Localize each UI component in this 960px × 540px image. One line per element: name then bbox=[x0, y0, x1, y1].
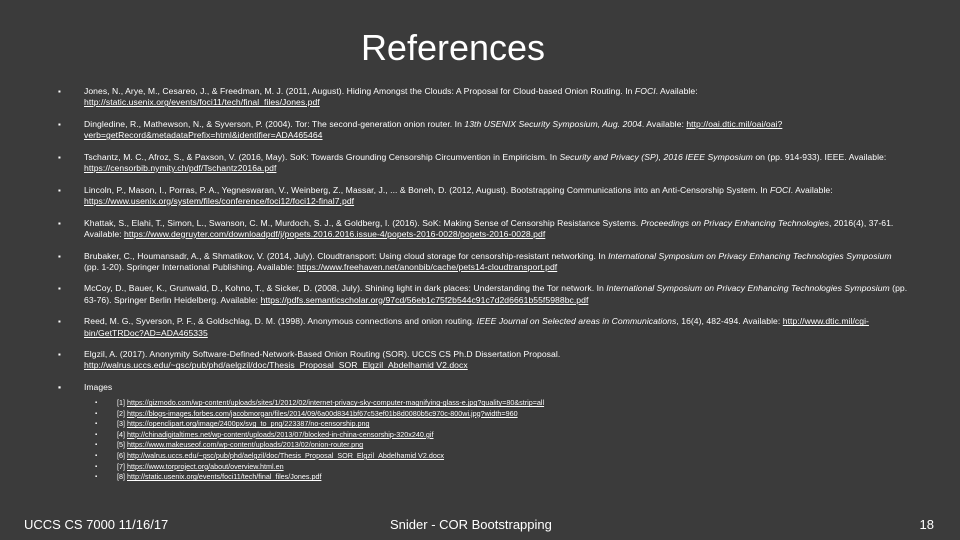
reference-text: Brubaker, C., Houmansadr, A., & Shmatikov, V. (2014, July). Cloudtransport: Using cloud storage for censorship-resistant networking. In bbox=[84, 250, 609, 261]
reference-link[interactable]: http://www.dtic.mil/cgi-bin/GetTRDoc?AD=ADA465335 bbox=[84, 316, 869, 338]
sub-bullet-icon: ▪ bbox=[95, 474, 98, 481]
reference-text-tail: . Available: bbox=[790, 184, 833, 195]
reference-text: Elgzil, A. (2017). Anonymity Software-Defined-Network-Based Onion Routing (SOR). UCCS CS Ph.D Dissertation Proposal. bbox=[84, 349, 561, 360]
reference-item bbox=[58, 152, 908, 174]
reference-link[interactable]: https://www.degruyter.com/downloadpdf/j/popets.2016.2016.issue-4/popets-2016-0028/popets-2016-0028.pdf bbox=[124, 228, 546, 239]
reference-venue: Security and Privacy (SP), 2016 IEEE Symposium bbox=[559, 151, 753, 162]
image-source-number: [3] bbox=[117, 419, 125, 429]
reference-text-tail: (pp. 1-20). Springer International Publishing. Available: bbox=[84, 261, 297, 272]
reference-text-tail: . Available: bbox=[641, 118, 687, 129]
sub-bullet-icon: ▪ bbox=[95, 452, 98, 459]
reference-item bbox=[58, 119, 908, 141]
reference-text: Reed, M. G., Syverson, P. F., & Goldschlag, D. M. (1998). Anonymous connections and onion routing. bbox=[84, 316, 477, 327]
bullet-icon: ▪ bbox=[58, 185, 61, 195]
image-source-item bbox=[95, 440, 895, 451]
reference-venue: International Symposium on Privacy Enhancing Technologies Symposium bbox=[606, 283, 890, 294]
sub-bullet-icon: ▪ bbox=[95, 463, 98, 470]
reference-item bbox=[58, 86, 908, 108]
bullet-icon: ▪ bbox=[58, 87, 61, 96]
sub-bullet-icon: ▪ bbox=[95, 442, 98, 449]
reference-text: Tschantz, M. C., Afroz, S., & Paxson, V. (2016, May). SoK: Towards Grounding Censorship Circumvention in Empiricism. In bbox=[84, 151, 560, 162]
bullet-icon: ▪ bbox=[58, 119, 61, 129]
reference-link[interactable]: https://censorbib.nymity.ch/pdf/Tschantz2016a.pdf bbox=[84, 163, 277, 174]
image-source-link[interactable]: http://chinadigitaltimes.net/wp-content/uploads/2013/07/blocked-in-china-censorship-320x240.gif bbox=[127, 429, 434, 439]
image-source-link[interactable]: https://www.torproject.org/about/overview.html.en bbox=[127, 461, 284, 471]
image-source-item bbox=[95, 430, 895, 441]
bullet-icon: ▪ bbox=[58, 350, 61, 360]
reference-link[interactable]: https://www.usenix.org/system/files/conference/foci12/foci12-final7.pdf bbox=[84, 195, 355, 206]
footer-course-date: UCCS CS 7000 11/16/17 bbox=[24, 517, 169, 532]
bullet-icon: ▪ bbox=[58, 284, 61, 294]
reference-item bbox=[58, 349, 908, 371]
bullet-icon: ▪ bbox=[58, 317, 61, 327]
image-source-item bbox=[95, 419, 895, 430]
image-source-number: [5] bbox=[117, 440, 125, 450]
image-source-link[interactable]: https://openclipart.org/image/2400px/svg_to_png/223387/no-censorship.png bbox=[127, 419, 370, 429]
image-source-item bbox=[95, 409, 895, 420]
bullet-icon: ▪ bbox=[58, 382, 62, 393]
reference-venue: International Symposium on Privacy Enhancing Technologies Symposium bbox=[608, 250, 892, 261]
reference-list bbox=[58, 86, 908, 399]
reference-item bbox=[58, 185, 908, 207]
image-source-number: [1] bbox=[117, 398, 125, 407]
reference-venue: FOCI bbox=[769, 184, 791, 195]
reference-venue: Proceedings on Privacy Enhancing Technologies bbox=[640, 217, 829, 228]
reference-link[interactable]: http://static.usenix.org/events/foci11/tech/final_files/Jones.pdf bbox=[84, 97, 320, 108]
images-heading-item bbox=[58, 382, 908, 393]
reference-text: Dingledine, R., Mathewson, N., & Syverson, P. (2004). Tor: The second-generation onion router. In bbox=[84, 118, 465, 129]
image-source-link[interactable]: https://www.makeuseof.com/wp-content/uploads/2013/02/onion-router.png bbox=[127, 440, 364, 450]
image-source-link[interactable]: https://gizmodo.com/wp-content/uploads/sites/1/2012/02/internet-privacy-sky-computer-magnifying-glass-e.jpg?quality=80&strip=all bbox=[127, 398, 545, 407]
reference-text: Jones, N., Arye, M., Cesareo, J., & Freedman, M. J. (2011, August). Hiding Amongst the Clouds: A Proposal for Cloud-based Onion Routing. In bbox=[84, 86, 635, 96]
reference-text-tail: . Available: bbox=[655, 86, 698, 96]
sub-bullet-icon: ▪ bbox=[95, 431, 98, 438]
reference-link[interactable]: http://oai.dtic.mil/oai/oai?verb=getRecord&metadataPrefix=html&identifier=ADA465464 bbox=[84, 118, 783, 141]
reference-venue: 13th USENIX Security Symposium, Aug. 2004 bbox=[464, 118, 642, 129]
reference-text-tail: on (pp. 914-933). IEEE. Available: bbox=[752, 151, 887, 162]
footer-presentation-title: Snider - COR Bootstrapping bbox=[390, 517, 552, 532]
image-source-number: [7] bbox=[117, 461, 125, 471]
image-source-link[interactable]: https://blogs-images.forbes.com/jacobmorgan/files/2014/09/6a00d8341bf67c53ef01b8d0080b5c970c-800wi.jpg?width=960 bbox=[127, 408, 518, 418]
reference-text: Lincoln, P., Mason, I., Porras, P. A., Yegneswaran, V., Weinberg, Z., Massar, J., ... & Boneh, D. (2012, August). Bootstrapping Communications into an Anti-Censorship System. In bbox=[84, 184, 770, 195]
image-source-link[interactable]: http://walrus.uccs.edu/~gsc/pub/phd/aelgzil/doc/Thesis_Proposal_SOR_Elgzil_Abdelhamid V2.docx bbox=[127, 450, 445, 460]
image-source-list bbox=[95, 398, 895, 483]
sub-bullet-icon: ▪ bbox=[95, 421, 98, 428]
image-source-item bbox=[95, 398, 895, 409]
slide-number: 18 bbox=[919, 517, 934, 532]
image-source-number: [6] bbox=[117, 450, 125, 460]
bullet-icon: ▪ bbox=[58, 152, 61, 162]
sub-bullet-icon: ▪ bbox=[95, 410, 98, 417]
reference-text: Khattak, S., Elahi, T., Simon, L., Swanson, C. M., Murdoch, S. J., & Goldberg, I. (2016). SoK: Making Sense of Censorship Resistance Systems. bbox=[84, 217, 641, 228]
reference-text-tail: , 2016(4), 37-61. Available: bbox=[84, 217, 894, 239]
bullet-icon: ▪ bbox=[58, 251, 61, 261]
image-source-item bbox=[95, 451, 895, 462]
reference-text-tail: (pp. 63-76). Springer Berlin Heidelberg. Available: bbox=[84, 283, 908, 305]
slide-title: References bbox=[360, 27, 546, 68]
reference-item bbox=[58, 283, 908, 305]
image-source-link[interactable]: http://static.usenix.org/events/foci11/tech/final_files/Jones.pdf bbox=[127, 472, 322, 482]
image-source-number: [4] bbox=[117, 429, 125, 439]
reference-text-tail: , 16(4), 482-494. Available: bbox=[676, 316, 783, 327]
image-source-number: [8] bbox=[117, 472, 125, 482]
reference-link[interactable]: http://walrus.uccs.edu/~gsc/pub/phd/aelgzil/doc/Thesis_Proposal_SOR_Elgzil_Abdelhamid V2.docx bbox=[84, 360, 468, 371]
reference-item bbox=[58, 251, 908, 273]
reference-venue: IEEE Journal on Selected areas in Communications bbox=[476, 316, 677, 327]
reference-link[interactable]: https://www.freehaven.net/anonbib/cache/pets14-cloudtransport.pdf bbox=[296, 261, 558, 272]
reference-text: McCoy, D., Bauer, K., Grunwald, D., Kohno, T., & Sicker, D. (2008, July). Shining light in dark places: Understanding the Tor network. In bbox=[84, 283, 607, 294]
image-source-item bbox=[95, 472, 895, 483]
bullet-icon: ▪ bbox=[58, 218, 61, 228]
image-source-item bbox=[95, 462, 895, 473]
reference-item bbox=[58, 218, 908, 240]
reference-item bbox=[58, 316, 908, 338]
sub-bullet-icon: ▪ bbox=[95, 400, 98, 406]
images-heading: Images bbox=[84, 382, 113, 393]
image-source-number: [2] bbox=[117, 408, 125, 418]
reference-link[interactable]: https://pdfs.semanticscholar.org/97cd/56eb1c75f2b544c91c7d2d6661b55f5988bc.pdf bbox=[260, 294, 589, 305]
reference-venue: FOCI bbox=[634, 86, 656, 96]
